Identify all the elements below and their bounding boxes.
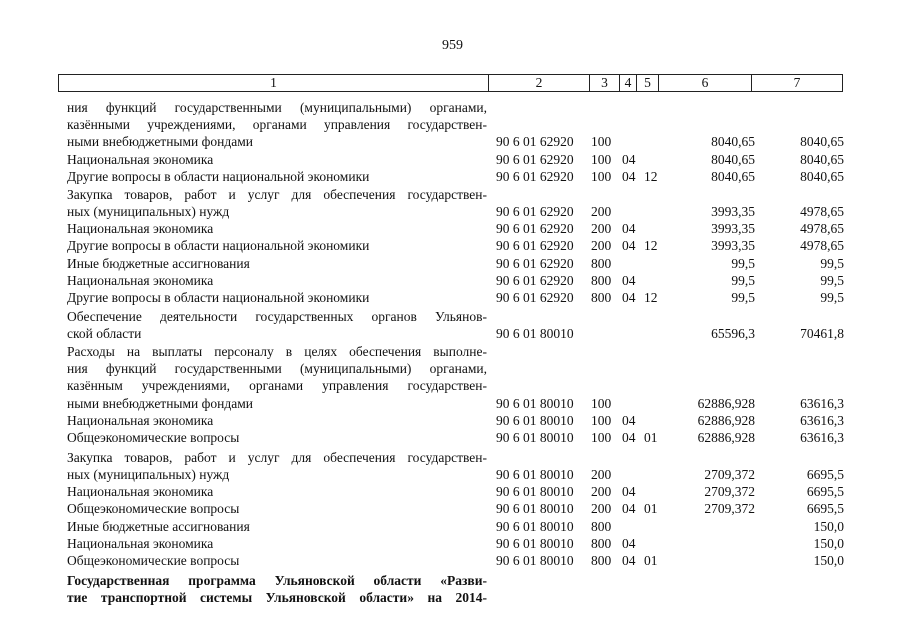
row-name: Национальная экономика [67,221,214,236]
table-row [0,168,905,185]
table-row [0,133,905,150]
row-section: 04 [622,152,636,167]
row-name: Расходы на выплаты персоналу в целях обеспечения выполне- [67,344,487,359]
table-row [0,466,905,483]
row-amount-col7: 99,5 [820,256,844,271]
row-target-article: 90 6 01 80010 [496,519,574,534]
table-row [0,237,905,254]
row-amount-col6: 99,5 [731,290,755,305]
row-amount-col6: 3993,35 [711,221,755,236]
row-amount-col6: 99,5 [731,273,755,288]
table-row [0,518,905,535]
table-header [58,74,843,92]
row-subsection: 01 [644,553,658,568]
row-expense-type: 200 [591,501,612,516]
row-amount-col6: 8040,65 [711,152,755,167]
table-row [0,395,905,412]
table-row [0,377,905,394]
row-target-article: 90 6 01 62920 [496,134,574,149]
row-target-article: 90 6 01 80010 [496,430,574,445]
row-section: 04 [622,501,636,516]
row-amount-col7: 99,5 [820,273,844,288]
row-amount-col7: 150,0 [813,553,844,568]
row-amount-col6: 2709,372 [704,467,755,482]
row-amount-col6: 99,5 [731,256,755,271]
header-col-1: 1 [59,75,489,91]
row-section: 04 [622,290,636,305]
row-section: 04 [622,430,636,445]
table-row [0,429,905,446]
table-row [0,325,905,342]
row-amount-col7: 150,0 [813,536,844,551]
row-expense-type: 200 [591,204,612,219]
row-amount-col7: 99,5 [820,290,844,305]
table-row [0,535,905,552]
row-expense-type: 200 [591,467,612,482]
table-row [0,116,905,133]
row-name: Общеэкономические вопросы [67,430,240,445]
header-col-3: 3 [590,75,620,91]
header-col-2: 2 [489,75,590,91]
row-name: Закупка товаров, работ и услуг для обеспечения государствен- [67,450,487,465]
row-target-article: 90 6 01 62920 [496,204,574,219]
row-amount-col6: 65596,3 [711,326,755,341]
row-expense-type: 100 [591,430,612,445]
row-amount-col6: 3993,35 [711,204,755,219]
row-expense-type: 100 [591,396,612,411]
row-amount-col7: 6695,5 [806,484,844,499]
row-name: ных (муниципальных) нужд [67,204,230,219]
row-amount-col6: 62886,928 [697,396,755,411]
table-row [0,572,905,589]
table-row [0,483,905,500]
header-col-4: 4 [620,75,637,91]
table-row [0,272,905,289]
row-section: 04 [622,413,636,428]
row-name: тие транспортной системы Ульяновской области» на 2014- [67,590,487,605]
table-row [0,500,905,517]
row-expense-type: 800 [591,256,612,271]
row-expense-type: 800 [591,519,612,534]
row-name: Общеэкономические вопросы [67,501,240,516]
row-name: ния функций государственными (муниципальными) органами, [67,100,487,115]
row-amount-col6: 3993,35 [711,238,755,253]
row-name: Общеэкономические вопросы [67,553,240,568]
row-amount-col7: 4978,65 [800,221,844,236]
row-amount-col6: 62886,928 [697,430,755,445]
table-row [0,220,905,237]
row-expense-type: 800 [591,553,612,568]
row-name: Национальная экономика [67,273,214,288]
row-amount-col7: 150,0 [813,519,844,534]
row-subsection: 12 [644,238,658,253]
row-name: Иные бюджетные ассигнования [67,519,250,534]
row-expense-type: 800 [591,536,612,551]
row-target-article: 90 6 01 62920 [496,256,574,271]
table-row [0,308,905,325]
table-row [0,589,905,606]
row-expense-type: 800 [591,290,612,305]
row-target-article: 90 6 01 80010 [496,536,574,551]
row-subsection: 01 [644,430,658,445]
row-target-article: 90 6 01 62920 [496,152,574,167]
row-amount-col7: 70461,8 [800,326,844,341]
row-expense-type: 100 [591,169,612,184]
row-name: Иные бюджетные ассигнования [67,256,250,271]
header-col-6: 6 [659,75,752,91]
row-section: 04 [622,273,636,288]
header-col-5: 5 [637,75,659,91]
row-name: Национальная экономика [67,536,214,551]
row-amount-col6: 62886,928 [697,413,755,428]
row-amount-col7: 8040,65 [800,134,844,149]
row-target-article: 90 6 01 62920 [496,290,574,305]
table-row [0,360,905,377]
row-section: 04 [622,484,636,499]
row-amount-col7: 8040,65 [800,169,844,184]
row-name: ской области [67,326,142,341]
row-section: 04 [622,536,636,551]
row-subsection: 01 [644,501,658,516]
row-expense-type: 100 [591,152,612,167]
row-target-article: 90 6 01 80010 [496,467,574,482]
row-target-article: 90 6 01 62920 [496,273,574,288]
row-name: ния функций государственными (муниципальными) органами, [67,361,487,376]
row-expense-type: 800 [591,273,612,288]
row-expense-type: 200 [591,238,612,253]
row-amount-col7: 6695,5 [806,467,844,482]
table-row [0,412,905,429]
row-subsection: 12 [644,169,658,184]
row-amount-col7: 63616,3 [800,396,844,411]
row-name: Другие вопросы в области национальной экономики [67,169,370,184]
row-amount-col7: 8040,65 [800,152,844,167]
page-number: 959 [442,38,463,53]
table-row [0,449,905,466]
table-row [0,99,905,116]
row-name: Обеспечение деятельности государственных органов Ульянов- [67,309,487,324]
table-row [0,343,905,360]
row-expense-type: 200 [591,484,612,499]
row-expense-type: 200 [591,221,612,236]
row-target-article: 90 6 01 62920 [496,169,574,184]
row-target-article: 90 6 01 80010 [496,553,574,568]
table-row [0,552,905,569]
row-section: 04 [622,221,636,236]
row-amount-col7: 4978,65 [800,204,844,219]
table-row [0,255,905,272]
row-name: Другие вопросы в области национальной экономики [67,238,370,253]
row-name: казённым учреждениями, органами управления государствен- [67,378,487,393]
row-target-article: 90 6 01 80010 [496,484,574,499]
row-target-article: 90 6 01 80010 [496,326,574,341]
row-name: ных (муниципальных) нужд [67,467,230,482]
row-name: Национальная экономика [67,484,214,499]
table-row [0,186,905,203]
row-amount-col6: 8040,65 [711,169,755,184]
row-target-article: 90 6 01 80010 [496,396,574,411]
row-name: Национальная экономика [67,413,214,428]
row-expense-type: 100 [591,134,612,149]
table-row [0,203,905,220]
row-amount-col7: 63616,3 [800,430,844,445]
row-name: ными внебюджетными фондами [67,134,253,149]
row-subsection: 12 [644,290,658,305]
row-expense-type: 100 [591,413,612,428]
row-target-article: 90 6 01 62920 [496,221,574,236]
row-amount-col7: 4978,65 [800,238,844,253]
row-amount-col7: 6695,5 [806,501,844,516]
row-target-article: 90 6 01 80010 [496,501,574,516]
row-section: 04 [622,238,636,253]
row-amount-col6: 2709,372 [704,501,755,516]
row-target-article: 90 6 01 62920 [496,238,574,253]
row-target-article: 90 6 01 80010 [496,413,574,428]
table-row [0,289,905,306]
row-section: 04 [622,553,636,568]
row-name: ными внебюджетными фондами [67,396,253,411]
row-amount-col7: 63616,3 [800,413,844,428]
row-amount-col6: 8040,65 [711,134,755,149]
header-col-7: 7 [793,75,801,90]
row-section: 04 [622,169,636,184]
row-name: Другие вопросы в области национальной экономики [67,290,370,305]
row-name: казёнными учреждениями, органами управления государствен- [67,117,487,132]
row-amount-col6: 2709,372 [704,484,755,499]
row-name: Национальная экономика [67,152,214,167]
row-name: Государственная программа Ульяновской области «Разви- [67,573,487,588]
row-name: Закупка товаров, работ и услуг для обеспечения государствен- [67,187,487,202]
table-row [0,151,905,168]
